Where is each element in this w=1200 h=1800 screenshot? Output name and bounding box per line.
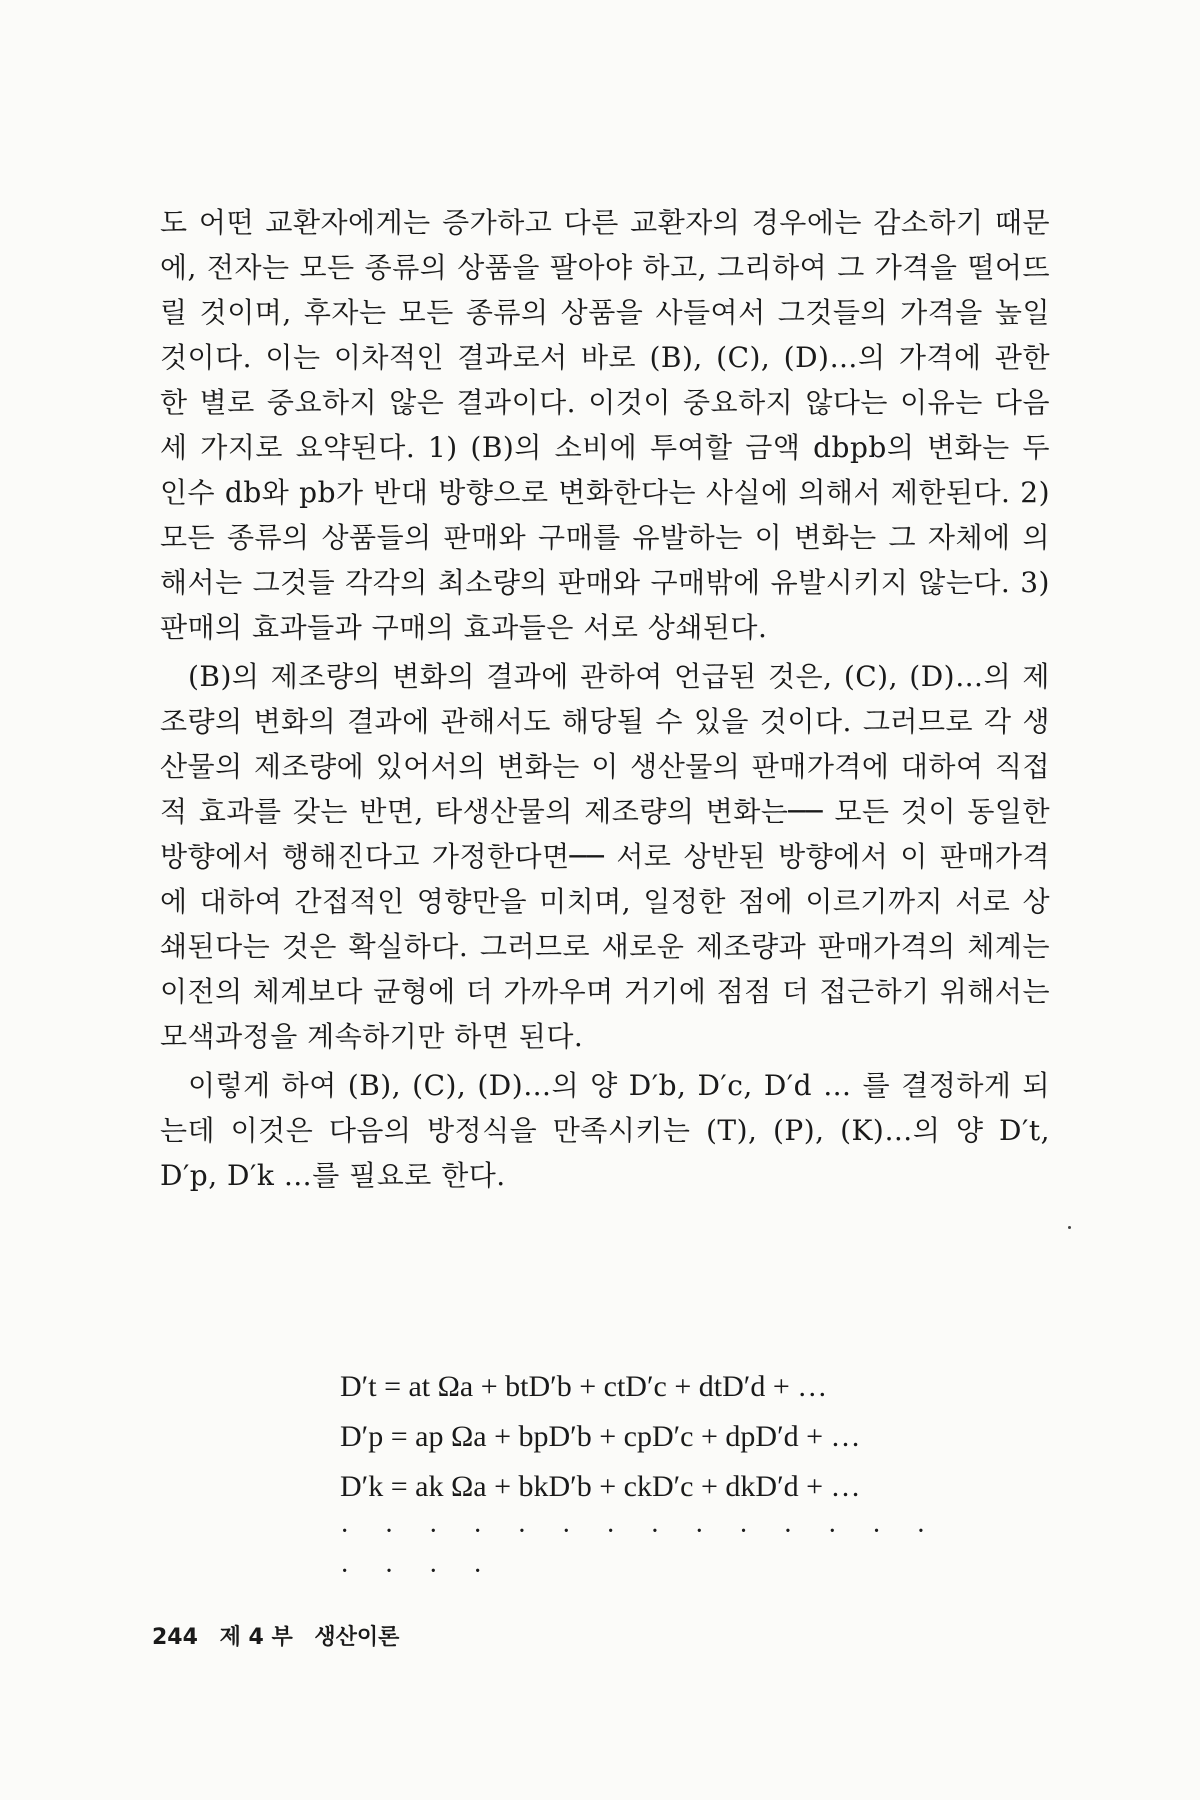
section-label: 생산이론: [314, 1625, 400, 1650]
page-body: [160, 200, 1050, 1198]
paragraph-3: 이렇게 하여 (B), (C), (D)…의 양 D′b, D′c, D′d … 를 결정하게 되는데 이것은 다음의 방정식을 만족시키는 (T), (P), (K)…의 양 D′t, D′p, D′k …를 필요로 한다.: [160, 1069, 1050, 1192]
speck-mark: [1068, 1226, 1071, 1229]
equation-t: D′t = at Ωa + btD′b + ctD′c + dtD′d + …: [340, 1370, 828, 1403]
equation-block: [340, 1362, 940, 1592]
page-footer: [152, 1620, 413, 1651]
part-label: 제 4 부: [219, 1625, 293, 1650]
paragraph-2: (B)의 제조량의 변화의 결과에 관하여 언급된 것은, (C), (D)…의 제조량의 변화의 결과에 관해서도 해당될 수 있을 것이다. 그러므로 각 생산물의 제조량에 있어서의 변화는 이 생산물의 판매가격에 대하여 직접적 효과를 갖는 반면, 타생산물의 제조량의 변화는── 모든 것이 동일한 방향에서 행해진다고 가정한다면── 서로 상반된 방향에서 이 판매가격에 대하여 간접적인 영향만을 미치며, 일정한 점에 이르기까지 서로 상쇄된다는 것은 확실하다. 그러므로 새로운 제조량과 판매가격의 체계는 이전의 체계보다 균형에 더 가까우며 거기에 점점 더 접근하기 위해서는 모색과정을 계속하기만 하면 된다.: [160, 660, 1050, 1053]
equation-p: D′p = ap Ωa + bpD′b + cpD′c + dpD′d + …: [340, 1420, 861, 1453]
page-number: 244: [152, 1625, 198, 1650]
paragraph-1: 도 어떤 교환자에게는 증가하고 다른 교환자의 경우에는 감소하기 때문에, 전자는 모든 종류의 상품을 팔아야 하고, 그리하여 그 가격을 떨어뜨릴 것이며, 후자는 모든 종류의 상품을 사들여서 그것들의 가격을 높일 것이다. 이는 이차적인 결과로서 바로 (B), (C), (D)…의 가격에 관한 한 별로 중요하지 않은 결과이다. 이것이 중요하지 않다는 이유는 다음 세 가지로 요약된다. 1) (B)의 소비에 투여할 금액 dbpb의 변화는 두 인수 db와 pb가 반대 방향으로 변화한다는 사실에 의해서 제한된다. 2) 모든 종류의 상품들의 판매와 구매를 유발하는 이 변화는 그 자체에 의해서는 그것들 각각의 최소량의 판매와 구매밖에 유발시키지 않는다. 3) 판매의 효과들과 구매의 효과들은 서로 상쇄된다.: [160, 206, 1050, 644]
equation-k: D′k = ak Ωa + bkD′b + ckD′c + dkD′d + …: [340, 1470, 861, 1503]
ellipsis-row: · · · · · · · · · · · · · · · · · ·: [340, 1516, 940, 1587]
